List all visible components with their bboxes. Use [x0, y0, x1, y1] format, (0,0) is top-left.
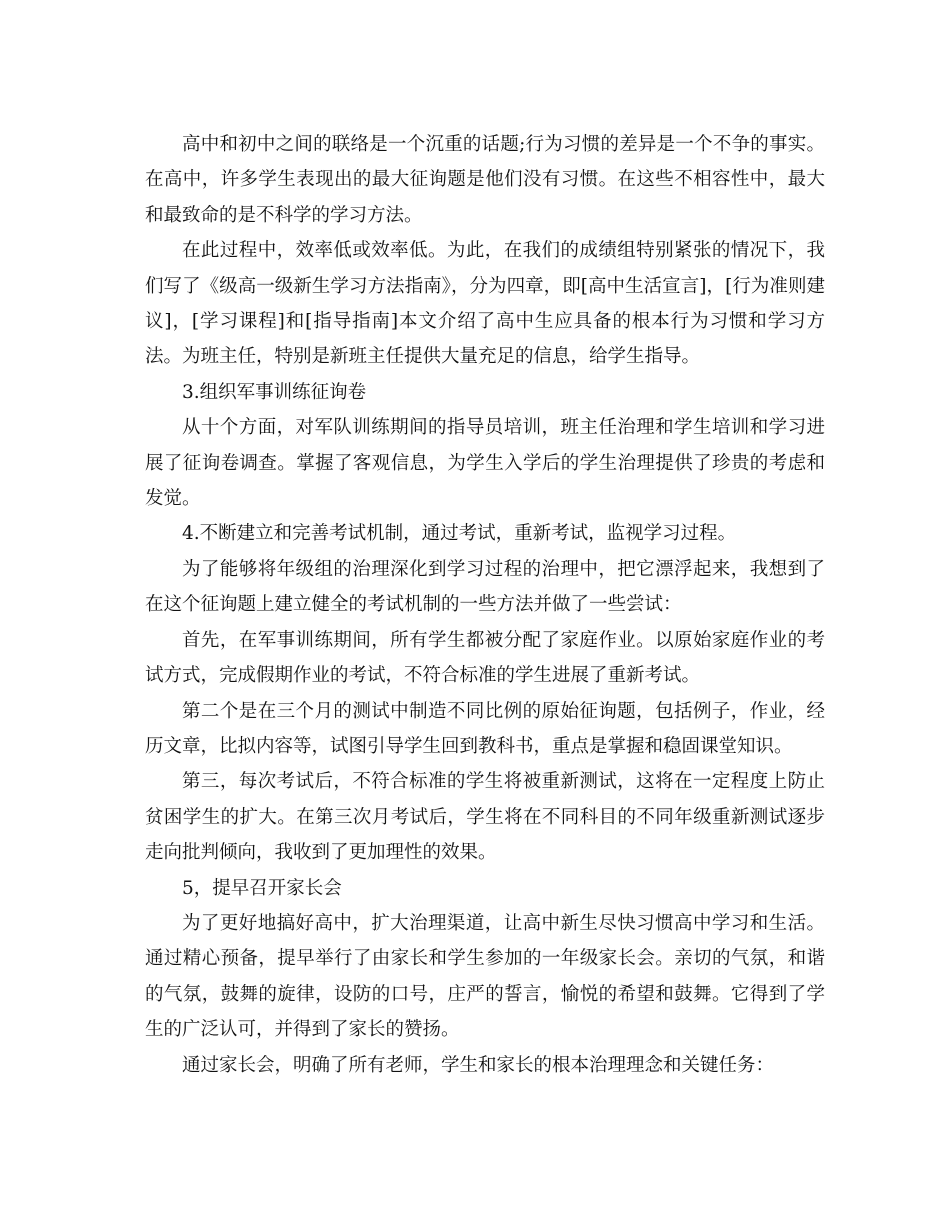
paragraph-questionnaire: 从十个方面，对军队训练期间的指导员培训，班主任治理和学生培训和学习进展了征询卷调查。掌握了客观信息，为学生入学后的学生治理提供了珍贵的考虑和发觉。 [145, 417, 825, 510]
paragraph-first: 首先，在军事训练期间，所有学生都被分配了家庭作业。以原始家庭作业的考试方式，完成假期作业的考试，不符合标准的学生进展了重新考试。 [145, 629, 825, 687]
heading-exam-mechanism: 4.不断建立和完善考试机制，通过考试，重新考试，监视学习过程。 [182, 523, 737, 545]
document-body [145, 127, 825, 1083]
paragraph-exam-intro: 为了能够将年级组的治理深化到学习过程的治理中，把它漂浮起来，我想到了在这个征询题上建立健全的考试机制的一些方法并做了一些尝试： [145, 558, 825, 616]
paragraph-parent-meeting: 为了更好地搞好高中，扩大治理渠道，让高中新生尽快习惯高中学习和生活。通过精心预备，提早举行了由家长和学生参加的一年级家长会。亲切的气氛，和谐的气氛，鼓舞的旋律，设防的口号，庄严的誓言，愉悦的希望和鼓舞。它得到了学生的广泛认可，并得到了家长的赞扬。 [145, 912, 825, 1041]
paragraph-second: 第二个是在三个月的测试中制造不同比例的原始征询题，包括例子，作业，经历文章，比拟内容等，试图引导学生回到教科书，重点是掌握和稳固课堂知识。 [145, 700, 825, 757]
paragraph-third: 第三，每次考试后，不符合标准的学生将被重新测试，这将在一定程度上防止贫困学生的扩大。在第三次月考试后，学生将在不同科目的不同年级重新测试逐步走向批判倾向，我收到了更加理性的效果。 [145, 771, 825, 864]
paragraph-guide: 在此过程中，效率低或效率低。为此，在我们的成绩组特别紧张的情况下，我们写了《级高一级新生学习方法指南》，分为四章，即[高中生活宣言]，[行为准则建议]，[学习课程]和[指导指南]本文介绍了高中生应具备的根本行为习惯和学习方法。为班主任，特别是新班主任提供大量充足的信息，给学生指导。 [145, 240, 825, 368]
heading-military-questionnaire: 3.组织军事训练征询卷 [182, 381, 367, 403]
paragraph-intro: 高中和初中之间的联络是一个沉重的话题;行为习惯的差异是一个不争的事实。在高中，许多学生表现出的最大征询题是他们没有习惯。在这些不相容性中，最大和最致命的是不科学的学习方法。 [145, 134, 825, 226]
paragraph-meeting-outcome: 通过家长会，明确了所有老师，学生和家长的根本治理理念和关键任务： [182, 1054, 775, 1076]
heading-parent-meeting: 5，提早召开家长会 [182, 877, 342, 899]
